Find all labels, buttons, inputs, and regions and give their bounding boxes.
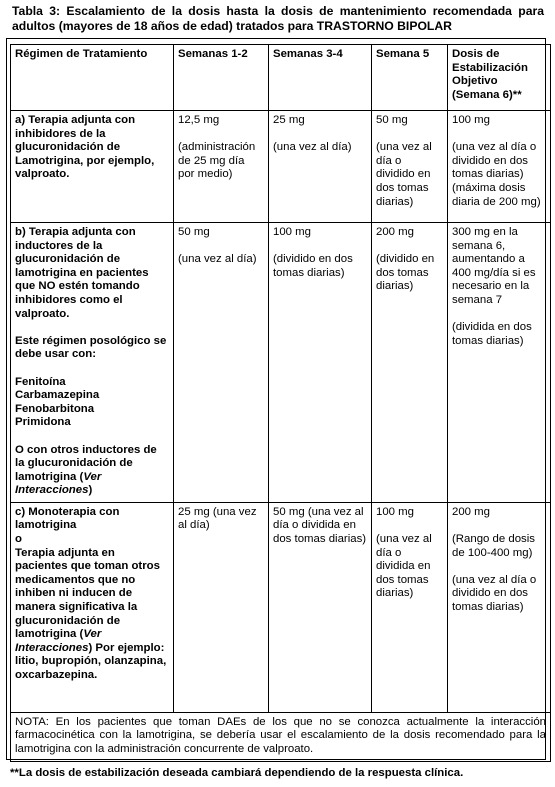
cell-c-w6 [448,502,551,712]
dose-value: 12,5 mg [178,114,220,126]
drug-name: Carbamazepina [15,389,100,402]
cell-b-w5 [372,223,448,503]
dose-detail: (dividida en dos tomas diarias) [452,321,532,347]
interactions-reference: Ver Interacciones [15,470,102,497]
dose-value: 100 mg [376,505,414,518]
drug-name: Primidona [15,416,71,429]
dose-value: 25 mg (una vez al día) [178,505,257,532]
regimen-b [11,223,174,503]
dose-detail: (una vez al día o dividido en dos tomas diarias) [452,573,537,614]
dose-table [10,44,551,762]
dose-detail: (una vez al día o dividida en dos tomas diarias) [376,533,432,600]
regimen-b-text: b) Terapia adjunta con inductores de la glucuronidación de lamotrigina en pacientes que NO estén tomando inhibidores como el valproato. [15,226,149,320]
dose-detail: (dividido en dos tomas diarias) [376,253,435,293]
dose-value: 200 mg [452,505,490,518]
dose-range: (Rango de dosis de 100-400 mg) [452,533,535,559]
dose-value: 300 mg en la semana 6, aumentando a 400 mg/día si es necesario en la semana 7 [452,226,536,306]
dose-detail: (dividido en dos tomas diarias) [273,253,353,279]
dose-value: 25 mg [273,114,305,126]
cell-a-w5 [372,111,448,223]
regimen-c-text: c) Monoterapia con lamotrigina [15,505,120,532]
drug-name: Fenobarbitona [15,402,95,415]
dose-detail: (una vez al día) [273,141,352,154]
header-target-dose: Dosis de Estabilización Objetivo (Semana 6)** [448,45,551,111]
regimen-b-usage: Este régimen posológico se debe usar con: [15,334,167,361]
cell-b-w34 [269,223,372,503]
header-weeks-1-2: Semanas 1-2 [174,45,269,111]
dose-value: 100 mg [273,226,311,238]
cell-c-w5 [372,502,448,712]
regimen-c-or: o [15,533,22,546]
cell-a-w6 [448,111,551,223]
dose-detail: (administración de 25 mg día por medio) [178,141,256,181]
dose-detail: (una vez al día o dividido en dos tomas diarias) (máxima dosis diaria de 200 mg) [452,141,541,208]
dose-value: 100 mg [452,114,490,126]
interactions-reference: Ver Interacciones [15,628,102,654]
closing-paren: ) [88,484,93,497]
note-row [11,712,551,761]
other-inductors-text: O con otros inductores de la glucuronidación de lamotrigina ( [15,443,157,483]
regimen-a-text: a) Terapia adjunta con inhibidores de la glucuronidación de Lamotrigina, por ejemplo, valproato. [15,114,155,181]
caption-text: Escalamiento de la dosis hasta la dosis de mantenimiento recomendada para adultos (mayores de 18 años de edad) tratados para TRASTORNO BIPOLAR [12,4,544,33]
header-week-5: Semana 5 [372,45,448,111]
dose-value: 50 mg (una vez al día o dividida en dos tomas diarias) [273,505,367,546]
table-row [11,502,551,712]
drug-name: Fenitoína [15,375,66,388]
cell-b-w6 [448,223,551,503]
cell-c-w34 [269,502,372,712]
dose-value: 50 mg [376,114,408,126]
regimen-a [11,111,174,223]
dose-value: 200 mg [376,226,414,238]
cell-a-w12 [174,111,269,223]
cell-a-w34 [269,111,372,223]
footnote: **La dosis de estabilización deseada cambiará dependiendo de la respuesta clínica. [10,767,464,779]
regimen-b-other [15,444,169,498]
header-weeks-3-4: Semanas 3-4 [269,45,372,111]
table-row [11,223,551,503]
table-note: NOTA: En los pacientes que toman DAEs de los que no se conozca actualmente la interacción farmacocinética con la lamotrigina, se debería usar el escalamiento de la dosis recomendado para la lamotrigina con la administración concurrente de valproato. [11,712,551,761]
table-row [11,111,551,223]
cell-b-w12 [174,223,269,503]
cell-c-w12 [174,502,269,712]
caption-label: Tabla 3: [12,4,61,18]
header-row [11,45,551,111]
header-regimen: Régimen de Tratamiento [11,45,174,111]
regimen-c-adjunct [15,547,169,683]
examples-text: ) Por ejemplo: litio, bupropión, olanzapina, oxcarbazepina. [15,641,167,681]
dose-detail: (una vez al día) [178,253,257,266]
regimen-c [11,502,174,712]
dose-detail: (una vez al día o dividido en dos tomas diarias) [376,141,432,208]
adjunct-text: Terapia adjunta en pacientes que toman otros medicamentos que no inhiben ni inducen de manera significativa la glucuronidación de lamotrigina ( [15,546,160,641]
table-caption [12,4,544,33]
dose-value: 50 mg [178,226,210,238]
